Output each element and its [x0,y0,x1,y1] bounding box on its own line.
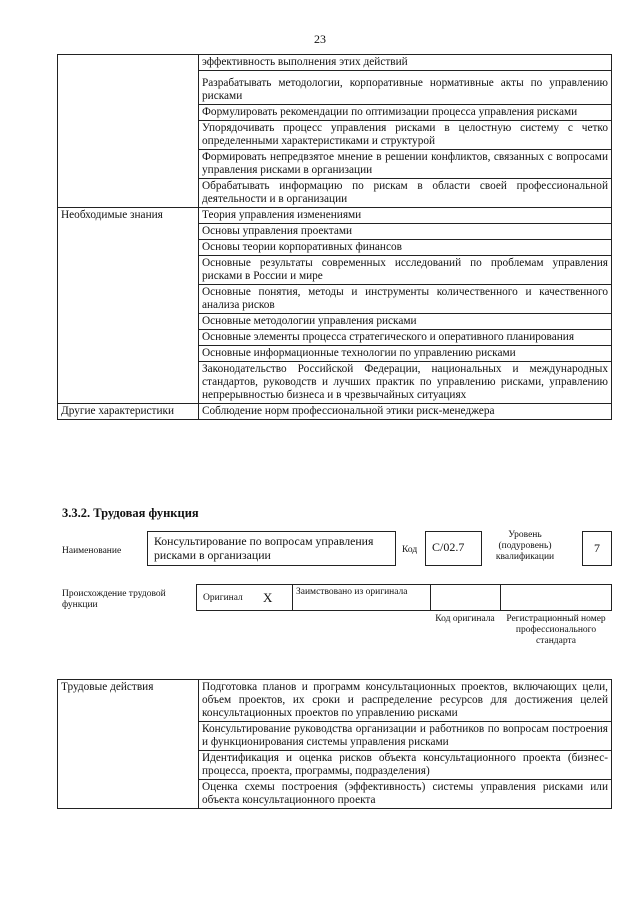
table-cell: Законодательство Российской Федерации, национальных и международных стандартов, руководств и лучших практик по управлению рисками, управлению непрерывностью бизнеса и в чрезвычайных ситуациях [199,362,612,404]
skills-knowledge-table [57,54,612,420]
original-cell [197,585,293,610]
borrowed-label: Заимствовано из оригинала [296,587,408,597]
table-cell: Разрабатывать методологии, корпоративные нормативные акты по управлению рисками [199,71,612,105]
function-name: Консультирование по вопросам управления рисками в организации [154,534,374,562]
reg-number-cell [501,585,611,610]
table-cell: Основные методологии управления рисками [199,314,612,330]
table-cell: Соблюдение норм профессиональной этики риск-менеджера [199,404,612,420]
reg-number-label: Регистрационный номер профессионального стандарта [506,614,606,646]
table-cell: Основные результаты современных исследований по проблемам управления рисками в России и мире [199,256,612,285]
borrowed-cell [293,585,431,610]
original-label: Оригинал [203,593,243,603]
table-cell: Консультирование руководства организации и работников по вопросам построения и функционирования системы управления рисками [199,722,612,751]
row-label [58,55,199,208]
table-cell: Основные информационные технологии по управлению рисками [199,346,612,362]
code-label: Код [402,545,418,555]
table-cell: Идентификация и оценка рисков объекта консультационного проекта (бизнес-процесса, проекта, программы, подразделения) [199,751,612,780]
code-original-cell [431,585,501,610]
table-cell: Оценка схемы построения (эффективность) системы управления рисками или объекта консультационного проекта [199,780,612,809]
labor-actions-table [57,679,612,809]
table-cell: Упорядочивать процесс управления рисками в целостную систему с четко определенными характеристиками и структурой [199,121,612,150]
table-row [58,208,612,224]
section-heading: 3.3.2. Трудовая функция [62,506,199,520]
level-label: Уровень (подуровень) квалификации [495,530,555,562]
table-row [58,55,612,71]
table-cell: Формировать непредвзятое мнение в решении конфликтов, связанных с вопросами управления рисками в организации [199,150,612,179]
table-row [58,404,612,420]
code-original-label: Код оригинала [435,614,495,624]
level-box [582,531,612,566]
original-mark: Х [263,590,273,605]
function-name-box [147,531,396,566]
table-cell: Теория управления изменениями [199,208,612,224]
table-cell: эффективность выполнения этих действий [199,55,612,71]
level-value: 7 [594,541,600,555]
table-cell: Основы теории корпоративных финансов [199,240,612,256]
table-cell: Основные элементы процесса стратегического и оперативного планирования [199,330,612,346]
origin-row [196,584,612,611]
table-cell: Формулировать рекомендации по оптимизации процесса управления рисками [199,105,612,121]
origin-label: Происхождение трудовой функции [62,589,166,610]
table-row [58,680,612,722]
table-cell: Подготовка планов и программ консультационных проектов, включающих цели, объем проектов, их сроки и распределение ресурсов для достижения целей консультационных проектов по управлению рисками [199,680,612,722]
row-label: Необходимые знания [58,208,199,404]
table-cell: Обрабатывать информацию по рискам в области своей профессиональной деятельности и в организации [199,179,612,208]
code-value: С/02.7 [432,540,465,554]
table-cell: Основные понятия, методы и инструменты количественного и качественного анализа рисков [199,285,612,314]
page-number: 23 [314,32,326,46]
name-label: Наименование [62,546,122,556]
code-box [425,531,482,566]
table-cell: Основы управления проектами [199,224,612,240]
row-label: Трудовые действия [58,680,199,809]
row-label: Другие характеристики [58,404,199,420]
